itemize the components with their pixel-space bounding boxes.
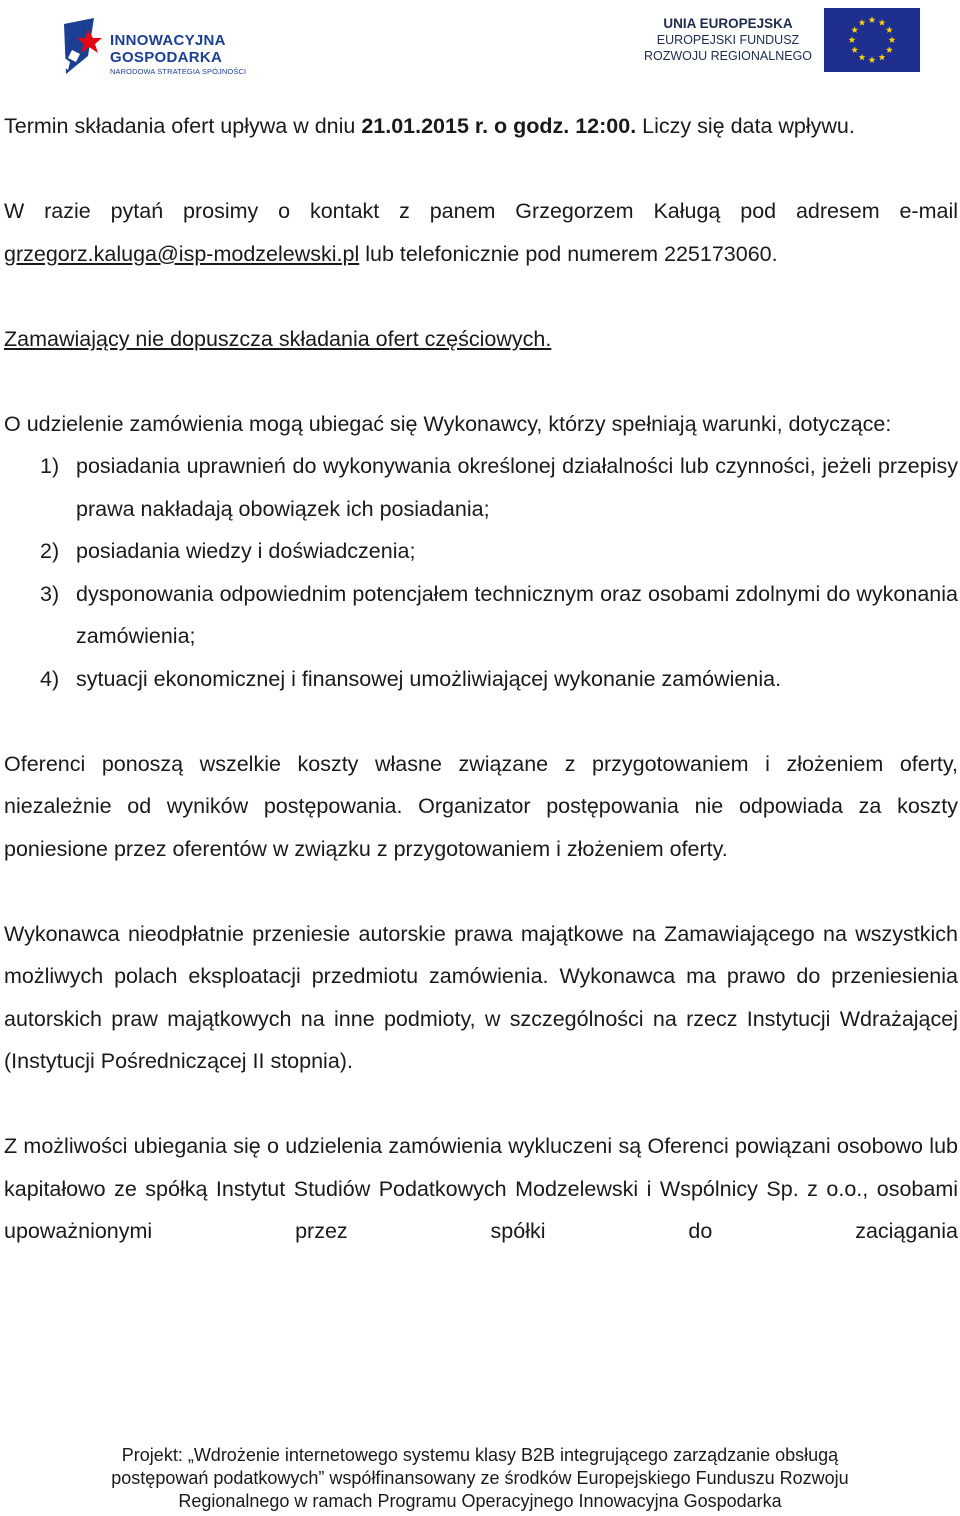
- logo-line-2: GOSPODARKA: [110, 49, 223, 66]
- eu-erdf-logo: [640, 8, 922, 74]
- innowacyjna-gospodarka-star-logo-icon: [58, 16, 106, 80]
- eu-line-1: UNIA EUROPEJSKA: [663, 16, 793, 31]
- footer-line-2: postępowań podatkowych” współfinansowany ze środków Europejskiego Funduszu Rozwoju: [111, 1468, 849, 1488]
- eu-line-3: ROZWOJU REGIONALNEGO: [643, 49, 813, 63]
- innowacyjna-gospodarka-wordmark: [110, 32, 246, 77]
- document-body: [4, 105, 958, 1253]
- footer-line-1: Projekt: „Wdrożenie internetowego systemu klasy B2B integrującego zarządzanie obsługą: [121, 1445, 839, 1465]
- eu-flag-icon: [824, 8, 920, 72]
- logo-line-1: INNOWACYJNA: [110, 32, 226, 49]
- partial-offers-paragraph: Zamawiający nie dopuszcza składania ofert częściowych.: [4, 326, 552, 351]
- contact-email-link[interactable]: grzegorz.kaluga@isp-modzelewski.pl: [4, 241, 360, 266]
- list-item: 3) dysponowania odpowiednim potencjałem technicznym oraz osobami zdolnymi do wykonania zamówienia;: [40, 581, 958, 648]
- project-footer: [0, 1444, 960, 1513]
- rights-paragraph: Wykonawca nieodpłatnie przeniesie autorskie prawa majątkowe na Zamawiającego na wszystkich możliwych polach eksploatacji przedmiotu zamówienia. Wykonawca ma prawo do przeniesienia autorskich praw majątkowych na inne podmioty, w szczególności na rzecz Instytucji Wdrażającej (Instytucji Pośredniczącej II stopnia).: [4, 921, 958, 1073]
- list-item: 2) posiadania wiedzy i doświadczenia;: [40, 539, 416, 563]
- costs-paragraph: Oferenci ponoszą wszelkie koszty własne związane z przygotowaniem i złożeniem oferty, niezależnie od wyników postępowania. Organizator postępowania nie odpowiada za koszty poniesione przez oferentów w związku z przygotowaniem i złożeniem oferty.: [4, 751, 958, 861]
- deadline-paragraph: Termin składania ofert upływa w dniu 21.01.2015 r. o godz. 12:00. Liczy się data wpływu.: [4, 114, 855, 138]
- list-item: 4) sytuacji ekonomicznej i finansowej umożliwiającej wykonanie zamówienia.: [40, 666, 782, 691]
- deadline-date: 21.01.2015 r. o godz. 12:00.: [361, 114, 637, 138]
- contact-paragraph: W razie pytań prosimy o kontakt z panem Grzegorzem Kaługą pod adresem e-mail grzegorz.kaluga@isp-modzelewski.pl lub telefonicznie pod numerem 225173060.: [4, 199, 958, 266]
- footer-line-3: Regionalnego w ramach Programu Operacyjnego Innowacyjna Gospodarka: [178, 1491, 782, 1511]
- exclusion-paragraph: Z możliwości ubiegania się o udzielenia zamówienia wykluczeni są Oferenci powiązani osobowo lub kapitałowo ze spółką Instytut Studiów Podatkowych Modzelewski i Wspólnicy Sp. z o.o., osobami upoważnionymi przez spółki do zaciągania: [4, 1134, 958, 1243]
- innowacyjna-gospodarka-logo: [58, 16, 258, 80]
- list-item: 1) posiadania uprawnień do wykonywania określonej działalności lub czynności, jeżeli przepisy prawa nakładają obowiązek ich posiadania;: [40, 454, 958, 521]
- conditions-intro: O udzielenie zamówienia mogą ubiegać się Wykonawcy, którzy spełniają warunki, dotyczące:: [4, 411, 892, 436]
- logo-line-3: NARODOWA STRATEGIA SPÓJNOŚCI: [110, 67, 247, 76]
- eu-line-2: EUROPEJSKI FUNDUSZ: [656, 33, 800, 47]
- eu-wordmark: [640, 16, 816, 64]
- conditions-list: [4, 445, 958, 700]
